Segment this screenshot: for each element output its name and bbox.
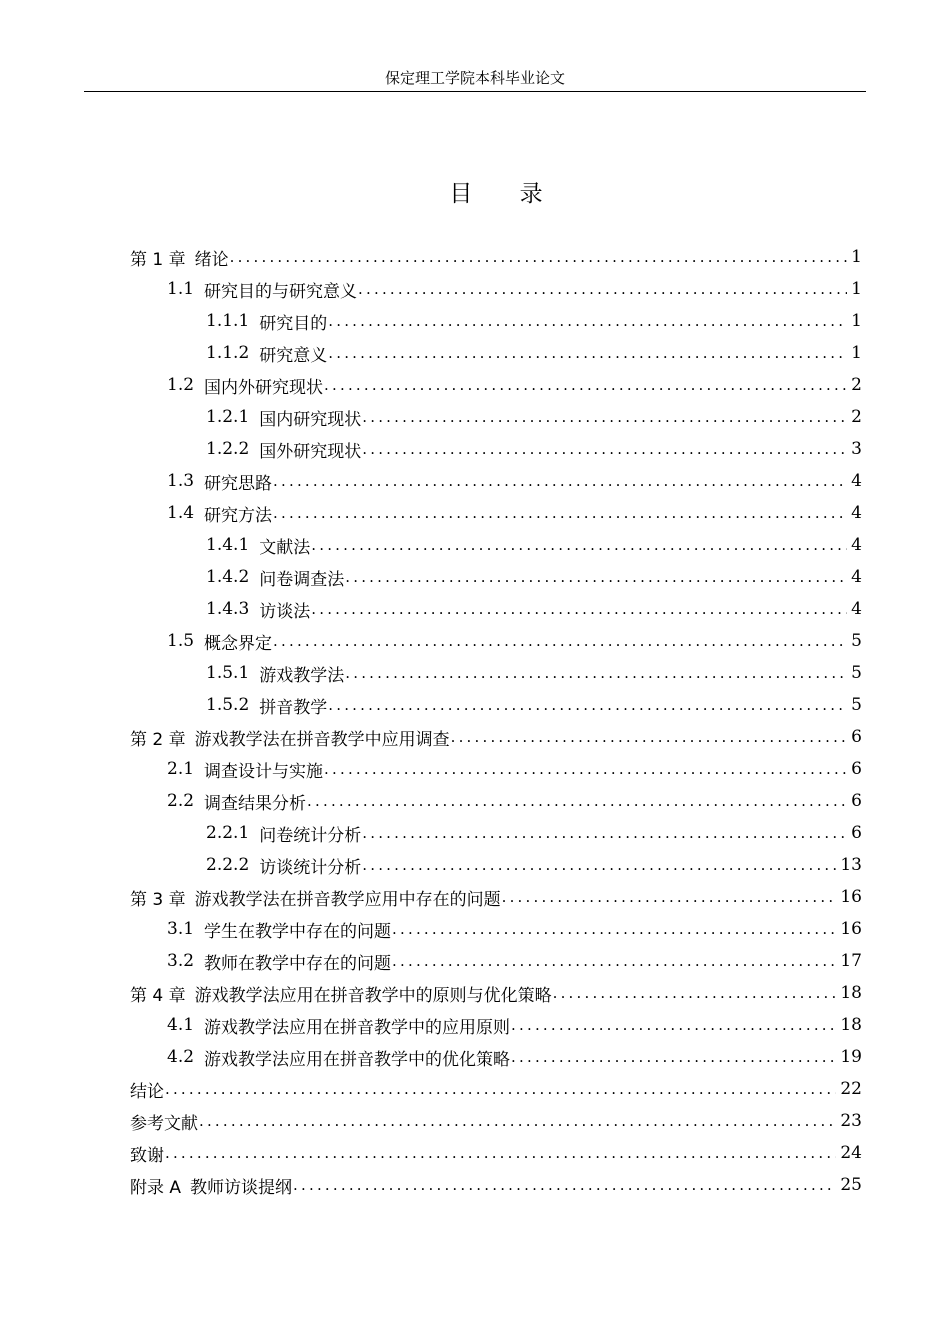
toc-entry-page: 2 xyxy=(851,407,862,427)
toc-entry-number: 2.1 xyxy=(167,759,195,779)
toc-entry[interactable] xyxy=(130,1009,862,1041)
toc-entry-page: 1 xyxy=(851,279,862,299)
toc-entry-page: 6 xyxy=(851,759,862,779)
toc-entry-label: 拼音教学 xyxy=(259,697,328,718)
toc-entry-number: 附录 A xyxy=(130,1177,182,1198)
toc-entry-number: 1.4.3 xyxy=(206,599,250,619)
toc-entry[interactable] xyxy=(130,1169,862,1201)
toc-entry-page: 19 xyxy=(840,1047,862,1067)
toc-entry-page: 6 xyxy=(851,791,862,811)
toc-entry-number: 第 2 章 xyxy=(130,729,186,750)
toc-entry-number: 1.3 xyxy=(167,471,195,491)
toc-entry-number: 1.2.2 xyxy=(206,439,250,459)
toc-entry-label: 游戏教学法在拼音教学中应用调查 xyxy=(194,729,450,750)
toc-leader-dots xyxy=(553,984,837,1002)
toc-entry-label: 学生在教学中存在的问题 xyxy=(204,921,392,942)
toc-entry-number: 1.1.1 xyxy=(206,311,250,331)
toc-entry-number: 1.1 xyxy=(167,279,195,299)
toc-entry-number: 2.2.2 xyxy=(206,855,250,875)
toc-entry-page: 25 xyxy=(840,1175,862,1195)
toc-entry-label: 调查设计与实施 xyxy=(204,761,324,782)
toc-entry-label: 绪论 xyxy=(194,249,229,270)
toc-entry-page: 4 xyxy=(851,471,862,491)
toc-entry-label: 研究目的与研究意义 xyxy=(204,281,358,302)
toc-entry-page: 6 xyxy=(851,727,862,747)
toc-entry-page: 4 xyxy=(851,599,862,619)
toc-entry-label: 国外研究现状 xyxy=(259,441,362,462)
toc-entry-label: 结论 xyxy=(130,1081,164,1102)
toc-leader-dots xyxy=(362,856,836,874)
toc-entry-label: 国内外研究现状 xyxy=(204,377,324,398)
toc-leader-dots xyxy=(165,1144,836,1162)
toc-entry-label: 国内研究现状 xyxy=(259,409,362,430)
toc-entry-page: 5 xyxy=(851,695,862,715)
toc-entry-number: 1.5.1 xyxy=(206,663,250,683)
toc-leader-dots xyxy=(199,1112,836,1130)
toc-title: 目 录 xyxy=(449,181,563,207)
toc-entry-number: 3.1 xyxy=(167,919,195,939)
toc-entry[interactable] xyxy=(130,977,862,1009)
toc-entry-label: 游戏教学法 xyxy=(259,665,345,686)
toc-leader-dots xyxy=(362,440,847,458)
toc-entry-label: 研究意义 xyxy=(259,345,328,366)
toc-leader-dots xyxy=(358,280,847,298)
toc-entry-label: 访谈统计分析 xyxy=(259,857,362,878)
toc-entry[interactable] xyxy=(130,593,862,625)
toc-entry-label: 游戏教学法应用在拼音教学中的原则与优化策略 xyxy=(194,985,552,1006)
toc-entry-label: 教师访谈提纲 xyxy=(190,1177,293,1198)
toc-entry[interactable] xyxy=(130,1137,862,1169)
toc-leader-dots xyxy=(230,248,848,266)
toc-leader-dots xyxy=(511,1048,836,1066)
toc-entry-page: 13 xyxy=(840,855,862,875)
toc-entry-label: 教师在教学中存在的问题 xyxy=(204,953,392,974)
toc-entry[interactable] xyxy=(130,689,862,721)
toc-entry[interactable] xyxy=(130,497,862,529)
toc-entry-page: 17 xyxy=(840,951,862,971)
toc-entry-number: 1.4 xyxy=(167,503,195,523)
toc-entry-label: 文献法 xyxy=(259,537,311,558)
toc-entry[interactable] xyxy=(130,1041,862,1073)
toc-leader-dots xyxy=(324,760,847,778)
toc-leader-dots xyxy=(307,792,847,810)
toc-leader-dots xyxy=(328,344,847,362)
toc-entry-number: 第 1 章 xyxy=(130,249,186,270)
toc-entry[interactable] xyxy=(130,817,862,849)
toc-entry-page: 18 xyxy=(840,983,862,1003)
toc-entry-number: 1.4.1 xyxy=(206,535,250,555)
toc-entry-label: 概念界定 xyxy=(204,633,273,654)
toc-entry-number: 第 3 章 xyxy=(130,889,186,910)
toc-entry[interactable] xyxy=(130,529,862,561)
toc-entry[interactable] xyxy=(130,337,862,369)
toc-leader-dots xyxy=(273,504,847,522)
toc-leader-dots xyxy=(511,1016,836,1034)
toc-entry-page: 5 xyxy=(851,631,862,651)
toc-entry-page: 16 xyxy=(840,887,862,907)
toc-entry-page: 16 xyxy=(840,919,862,939)
toc-entry-page: 4 xyxy=(851,567,862,587)
toc-entry-page: 5 xyxy=(851,663,862,683)
toc-entry-label: 访谈法 xyxy=(259,601,311,622)
toc-entry[interactable] xyxy=(130,1073,862,1105)
toc-entry-label: 致谢 xyxy=(130,1145,164,1166)
toc-leader-dots xyxy=(273,472,847,490)
toc-entry[interactable] xyxy=(130,433,862,465)
toc-entry-number: 4.2 xyxy=(167,1047,195,1067)
toc-entry-page: 3 xyxy=(851,439,862,459)
toc-entry-page: 1 xyxy=(851,247,862,267)
toc-leader-dots xyxy=(311,600,847,618)
toc-entry[interactable] xyxy=(130,881,862,913)
toc-entry-page: 1 xyxy=(851,311,862,331)
toc-entry-label: 研究目的 xyxy=(259,313,328,334)
toc-entry-label: 参考文献 xyxy=(130,1113,198,1134)
toc-entry-label: 游戏教学法应用在拼音教学中的应用原则 xyxy=(204,1017,511,1038)
toc-entry-page: 18 xyxy=(840,1015,862,1035)
toc-leader-dots xyxy=(324,376,847,394)
toc-leader-dots xyxy=(362,824,847,842)
toc-entry[interactable] xyxy=(130,625,862,657)
toc-entry-number: 1.1.2 xyxy=(206,343,250,363)
toc-entry[interactable] xyxy=(130,849,862,881)
toc-entry-number: 3.2 xyxy=(167,951,195,971)
toc-entry-label: 问卷统计分析 xyxy=(259,825,362,846)
toc-entry-label: 研究方法 xyxy=(204,505,273,526)
toc-entry-number: 1.5.2 xyxy=(206,695,250,715)
toc-entry-number: 2.2 xyxy=(167,791,195,811)
toc-leader-dots xyxy=(293,1176,836,1194)
toc-entry[interactable] xyxy=(130,913,862,945)
toc-entry-page: 1 xyxy=(851,343,862,363)
toc-entry[interactable] xyxy=(130,273,862,305)
toc-entry-number: 1.5 xyxy=(167,631,195,651)
toc-entry-page: 2 xyxy=(851,375,862,395)
table-of-contents xyxy=(130,241,862,1201)
toc-entry-number: 4.1 xyxy=(167,1015,195,1035)
toc-leader-dots xyxy=(273,632,847,650)
toc-entry[interactable] xyxy=(130,657,862,689)
toc-entry[interactable] xyxy=(130,241,862,273)
toc-leader-dots xyxy=(362,408,847,426)
toc-entry-label: 游戏教学法在拼音教学应用中存在的问题 xyxy=(194,889,501,910)
toc-entry[interactable] xyxy=(130,1105,862,1137)
toc-entry-label: 问卷调查法 xyxy=(259,569,345,590)
toc-entry-number: 1.2.1 xyxy=(206,407,250,427)
toc-entry[interactable] xyxy=(130,465,862,497)
toc-entry[interactable] xyxy=(130,753,862,785)
toc-entry-number: 1.4.2 xyxy=(206,567,250,587)
toc-leader-dots xyxy=(328,696,847,714)
toc-entry[interactable] xyxy=(130,785,862,817)
toc-leader-dots xyxy=(328,312,847,330)
toc-leader-dots xyxy=(165,1080,836,1098)
toc-leader-dots xyxy=(451,728,848,746)
toc-entry-label: 调查结果分析 xyxy=(204,793,307,814)
page-header xyxy=(84,66,866,92)
header-text: 保定理工学院本科毕业论文 xyxy=(384,69,565,87)
toc-entry-label: 游戏教学法应用在拼音教学中的优化策略 xyxy=(204,1049,511,1070)
toc-entry-page: 6 xyxy=(851,823,862,843)
toc-entry-number: 1.2 xyxy=(167,375,195,395)
toc-entry-number: 2.2.1 xyxy=(206,823,250,843)
toc-entry[interactable] xyxy=(130,721,862,753)
toc-leader-dots xyxy=(311,536,847,554)
toc-entry-label: 研究思路 xyxy=(204,473,273,494)
toc-entry-page: 23 xyxy=(840,1111,862,1131)
toc-leader-dots xyxy=(392,952,836,970)
toc-entry-page: 22 xyxy=(840,1079,862,1099)
toc-entry-page: 4 xyxy=(851,503,862,523)
toc-leader-dots xyxy=(345,664,847,682)
toc-entry[interactable] xyxy=(130,561,862,593)
toc-entry-number: 第 4 章 xyxy=(130,985,186,1006)
toc-entry[interactable] xyxy=(130,369,862,401)
toc-entry[interactable] xyxy=(130,305,862,337)
toc-entry-page: 24 xyxy=(840,1143,862,1163)
toc-entry[interactable] xyxy=(130,945,862,977)
toc-leader-dots xyxy=(392,920,836,938)
toc-entry-page: 4 xyxy=(851,535,862,555)
toc-entry[interactable] xyxy=(130,401,862,433)
toc-leader-dots xyxy=(345,568,847,586)
toc-leader-dots xyxy=(502,888,837,906)
